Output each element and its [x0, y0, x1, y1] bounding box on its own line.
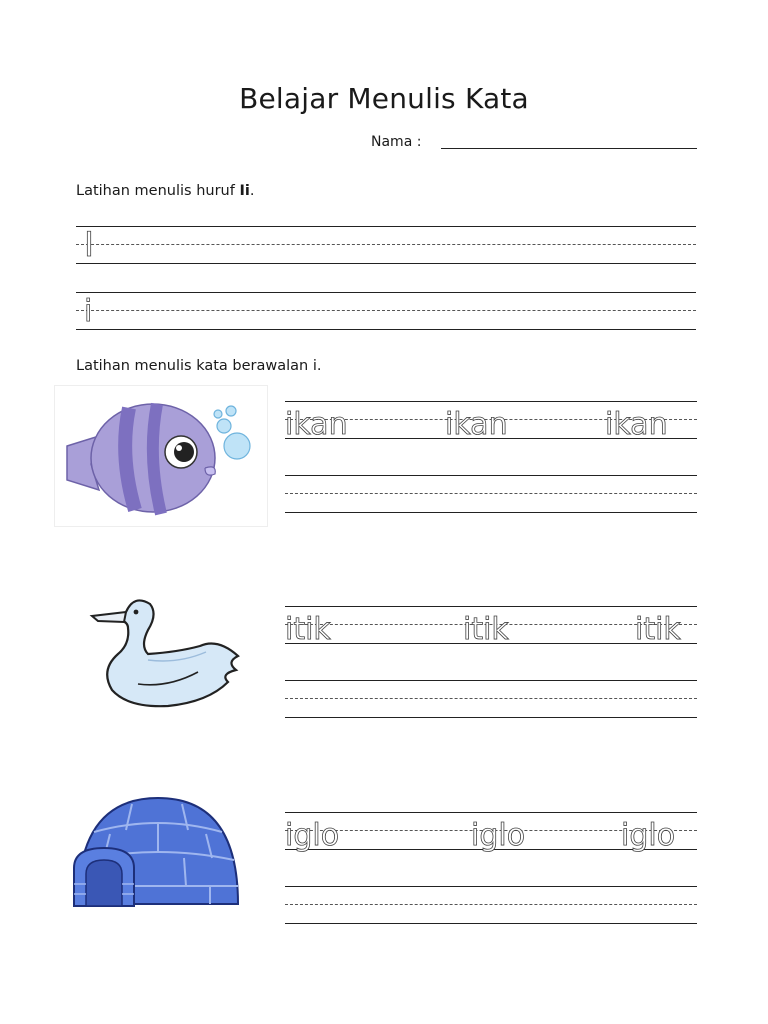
guide-lines-blank[interactable]	[285, 475, 697, 513]
instruction-letter-suffix: .	[249, 183, 255, 199]
trace-word: itik	[463, 612, 509, 647]
trace-letter-lower: i	[84, 294, 93, 329]
trace-word: iglo	[471, 818, 526, 853]
name-line[interactable]	[441, 148, 697, 149]
trace-word: itik	[635, 612, 681, 647]
trace-word: ikan	[285, 407, 348, 442]
trace-word: itik	[285, 612, 331, 647]
trace-word: ikan	[445, 407, 508, 442]
guide-lines-upper[interactable]	[76, 226, 696, 264]
trace-word: iglo	[621, 818, 676, 853]
fish-picture	[54, 385, 268, 527]
trace-word: iglo	[285, 818, 340, 853]
trace-letter-upper: I	[84, 225, 95, 265]
guide-lines-iglo[interactable]	[285, 812, 697, 853]
guide-lines-itik[interactable]	[285, 606, 697, 647]
guide-lines-blank[interactable]	[285, 886, 697, 924]
duck-picture	[88, 590, 246, 714]
trace-word: ikan	[605, 407, 668, 442]
instruction-letter-target: Ii	[239, 183, 250, 199]
page-title: Belajar Menulis Kata	[239, 82, 529, 115]
name-field[interactable]	[371, 134, 697, 154]
guide-lines-blank[interactable]	[285, 680, 697, 718]
instruction-letter-text: Latihan menulis huruf	[76, 183, 240, 199]
instruction-letter	[76, 183, 254, 199]
instruction-word: Latihan menulis kata berawalan i.	[76, 358, 322, 374]
guide-lines-lower[interactable]	[76, 292, 696, 330]
guide-lines-ikan[interactable]	[285, 401, 697, 442]
name-label: Nama :	[371, 134, 422, 150]
igloo-picture	[72, 794, 244, 910]
